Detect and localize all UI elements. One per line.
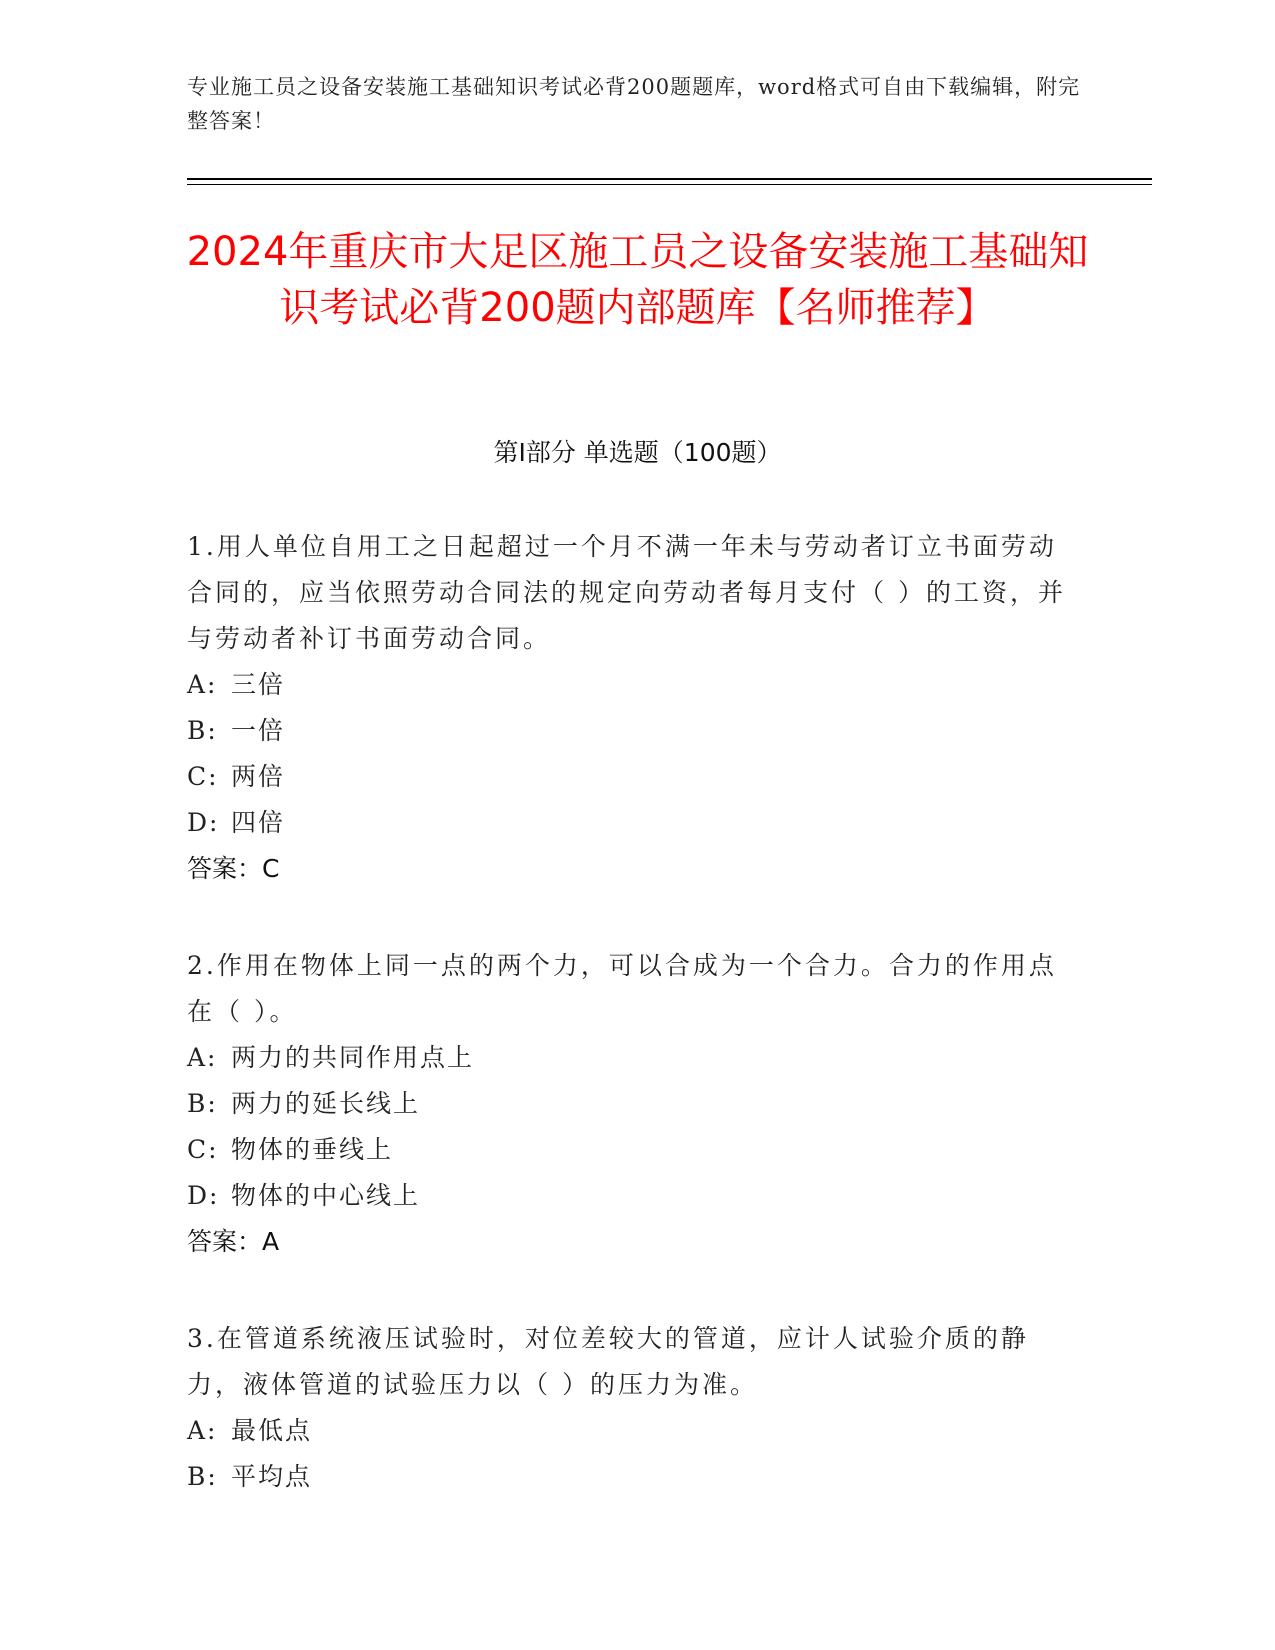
header-note: 专业施工员之设备安装施工基础知识考试必背200题题库，word格式可自由下载编辑，附完整答案！ [187, 75, 1081, 133]
option-c [187, 1127, 1077, 1173]
option-text: 平均点 [231, 1462, 313, 1491]
option-key: D: [187, 808, 220, 837]
option-key: A: [187, 1043, 218, 1072]
option-text: 物体的垂线上 [231, 1135, 394, 1164]
option-key: B: [187, 716, 218, 745]
option-key: A: [187, 1416, 218, 1445]
document-title: 2024年重庆市大足区施工员之设备安装施工基础知识考试必背200题内部题库【名师推荐】 [186, 229, 1089, 331]
option-text: 最低点 [231, 1416, 313, 1445]
question-stem: 2.作用在物体上同一点的两个力，可以合成为一个合力。合力的作用点在（ ）。 [187, 951, 1057, 1026]
option-key: C: [187, 1135, 219, 1164]
section-title: 第Ⅰ部分 单选题（100题） [493, 438, 782, 467]
option-text: 三倍 [231, 670, 286, 699]
question-1 [187, 524, 1077, 892]
answer-line: 答案：C [187, 854, 280, 883]
option-key: B: [187, 1462, 218, 1491]
question-3 [187, 1316, 1077, 1500]
option-d [187, 800, 1077, 846]
option-b [187, 708, 1077, 754]
option-a [187, 1035, 1077, 1081]
question-stem: 3.在管道系统液压试验时，对位差较大的管道，应计人试验介质的静力，液体管道的试验压力以（ ）的压力为准。 [187, 1324, 1029, 1399]
option-text: 一倍 [231, 716, 286, 745]
option-a [187, 1408, 1077, 1454]
answer-line: 答案：A [187, 1227, 280, 1256]
question-2 [187, 943, 1077, 1265]
question-list [187, 524, 1077, 1551]
option-text: 两倍 [231, 762, 286, 791]
option-d [187, 1173, 1077, 1219]
header-rule-thin [187, 184, 1152, 185]
option-key: B: [187, 1089, 218, 1118]
option-key: A: [187, 670, 218, 699]
option-text: 物体的中心线上 [231, 1181, 421, 1210]
option-key: D: [187, 1181, 220, 1210]
option-key: C: [187, 762, 219, 791]
option-a [187, 662, 1077, 708]
option-b [187, 1454, 1077, 1500]
option-b [187, 1081, 1077, 1127]
option-text: 四倍 [231, 808, 286, 837]
option-c [187, 754, 1077, 800]
option-text: 两力的共同作用点上 [231, 1043, 475, 1072]
option-text: 两力的延长线上 [231, 1089, 421, 1118]
question-stem: 1.用人单位自用工之日起超过一个月不满一年未与劳动者订立书面劳动合同的，应当依照劳动合同法的规定向劳动者每月支付（ ）的工资，并与劳动者补订书面劳动合同。 [187, 532, 1066, 653]
header-rule-thick [187, 178, 1152, 180]
